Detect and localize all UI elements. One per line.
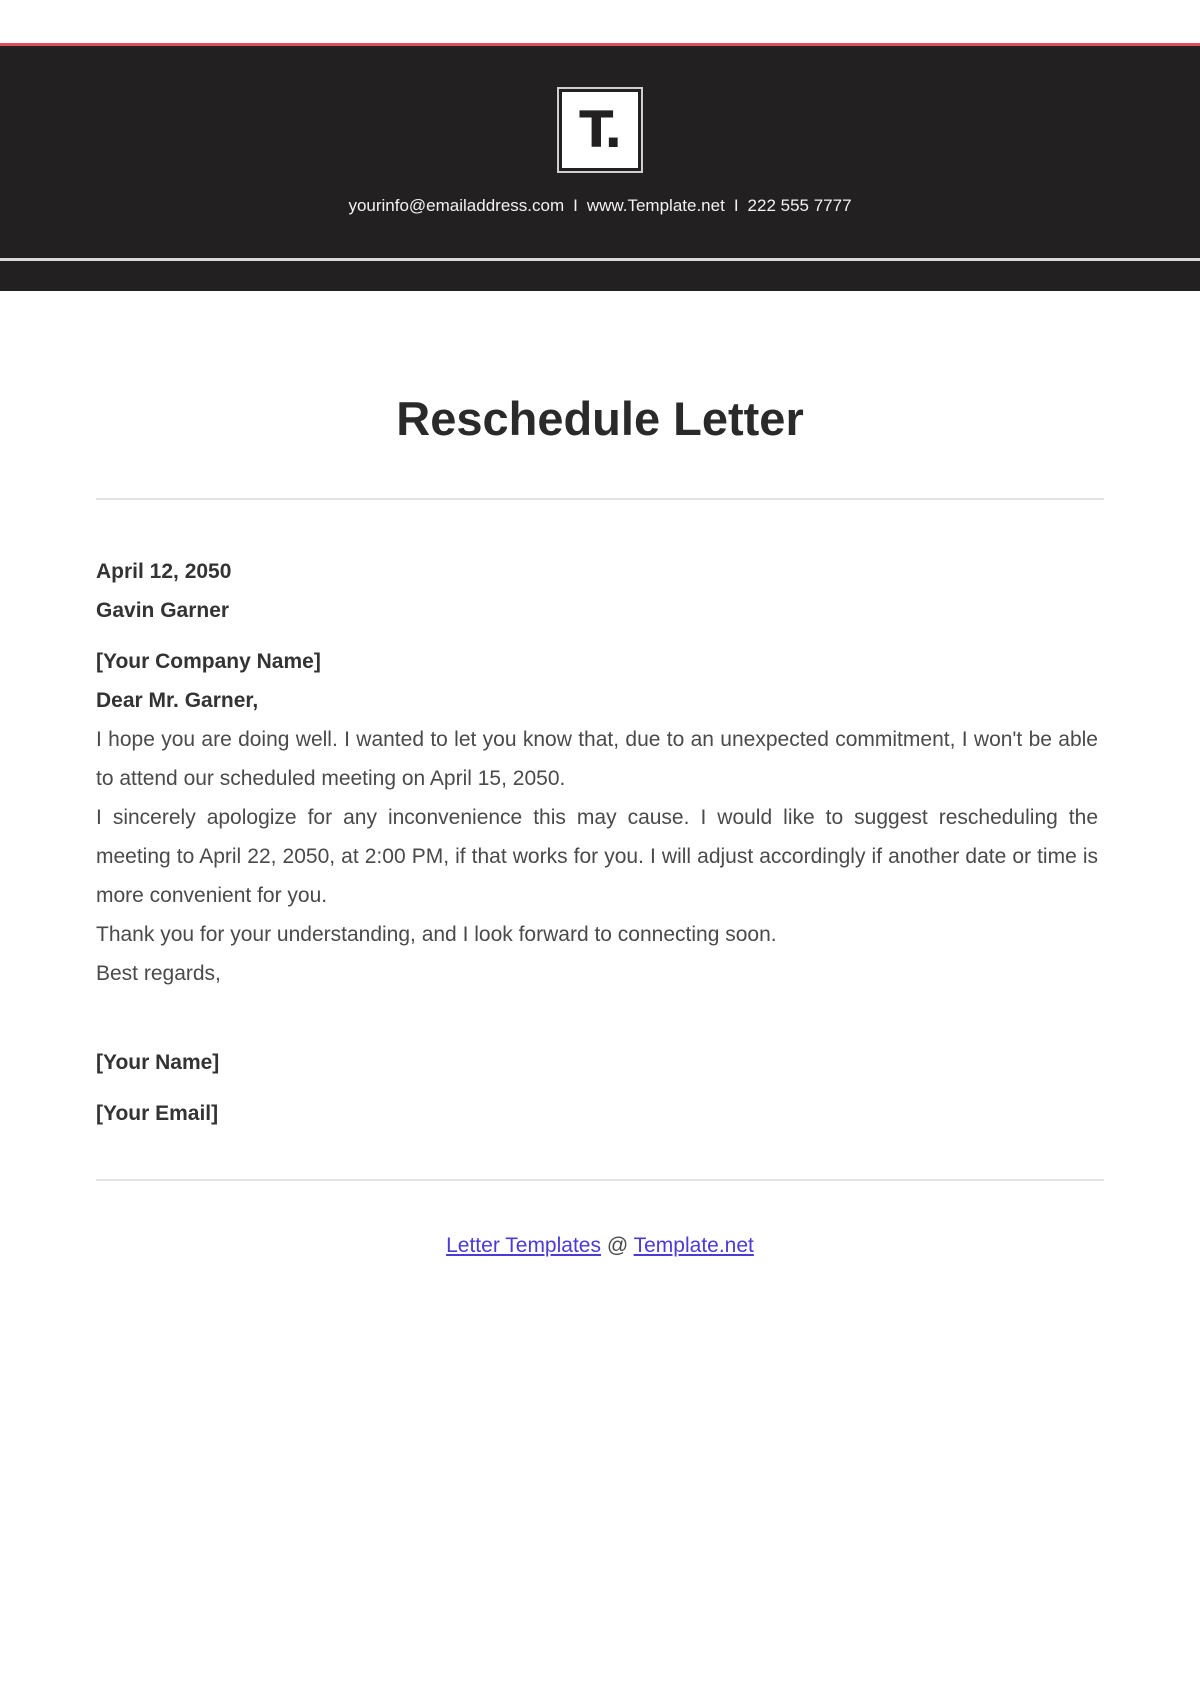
paragraph-2: I sincerely apologize for any inconvenience this may cause. I would like to suggest rescheduling the meeting to April 22, 2050, at 2:00 PM, if that works for you. I will adjust accordingly if another date or time is more convenient for you. bbox=[96, 806, 1098, 907]
header-divider bbox=[0, 258, 1200, 261]
contact-phone: 222 555 7777 bbox=[747, 196, 852, 215]
letter-templates-link[interactable]: Letter Templates bbox=[446, 1234, 601, 1257]
contact-email: yourinfo@emailaddress.com bbox=[348, 196, 565, 215]
closing: Best regards, bbox=[96, 962, 221, 985]
paragraph-1: I hope you are doing well. I wanted to let you know that, due to an unexpected commitment, I won't be able to attend our scheduled meeting on April 15, 2050. bbox=[96, 728, 1098, 790]
bottom-divider bbox=[96, 1179, 1104, 1181]
contact-line bbox=[0, 196, 1200, 216]
signature-name: [Your Name] bbox=[96, 1051, 220, 1074]
salutation: Dear Mr. Garner, bbox=[96, 689, 259, 712]
letter-body bbox=[96, 552, 1098, 1133]
document-title: Reschedule Letter bbox=[396, 392, 804, 445]
letter-date: April 12, 2050 bbox=[96, 560, 232, 583]
letterhead-banner bbox=[0, 43, 1200, 291]
contact-website: www.Template.net bbox=[586, 196, 725, 215]
footer-at: @ bbox=[606, 1234, 629, 1257]
top-divider bbox=[96, 498, 1104, 500]
recipient-name: Gavin Garner bbox=[96, 599, 230, 622]
contact-separator: I bbox=[733, 196, 739, 215]
signature-email: [Your Email] bbox=[96, 1102, 219, 1125]
footer-credit bbox=[0, 1234, 1200, 1258]
paragraph-3: Thank you for your understanding, and I look forward to connecting soon. bbox=[96, 923, 777, 946]
contact-separator: I bbox=[573, 196, 578, 215]
logo bbox=[557, 87, 643, 173]
company-name: [Your Company Name] bbox=[96, 650, 321, 673]
logo-mark: T. bbox=[562, 92, 638, 168]
template-net-link[interactable]: Template.net bbox=[633, 1234, 754, 1257]
